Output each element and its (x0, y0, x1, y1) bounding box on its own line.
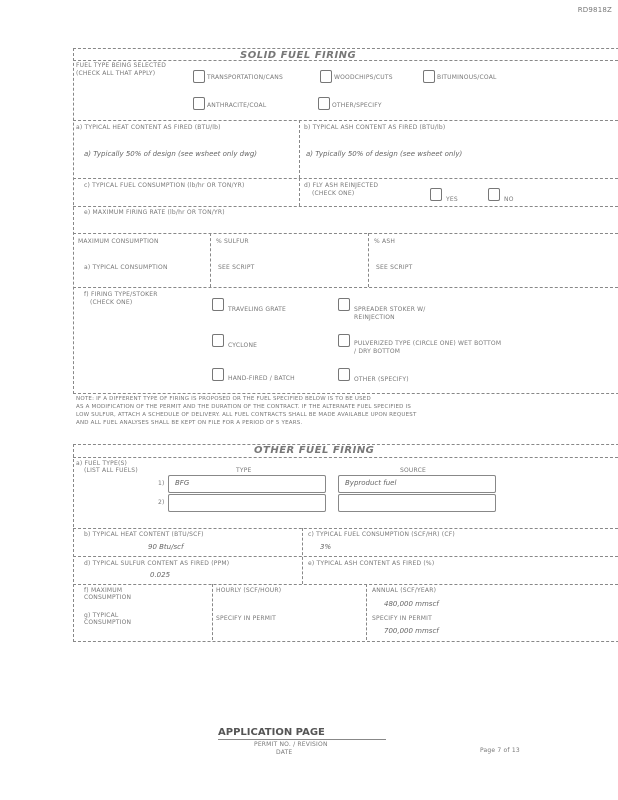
option-transportation: TRANSPORTATION/CANS (207, 74, 283, 81)
note-line-2: AS A MODIFICATION OF THE PERMIT AND THE DURATION OF THE CONTRACT. IF THE ALTERNATE FUEL SPECIFIED IS (76, 404, 412, 410)
hourly-value: SPECIFY IN PERMIT (216, 615, 276, 622)
stoker-sublabel: (CHECK ONE) (90, 299, 133, 306)
form-id: RD9818Z (577, 6, 612, 14)
option-traveling-grate: TRAVELING GRATE (228, 306, 287, 313)
solid-fuel-title: SOLID FUEL FIRING (240, 50, 357, 61)
annual-value-2: 700,000 mmscf (384, 627, 439, 635)
max-consumption-label: MAXIMUM CONSUMPTION (78, 238, 159, 245)
row1-source-field[interactable] (338, 475, 496, 493)
option-cyclone: CYCLONE (228, 342, 258, 349)
row1-number: 1) (158, 480, 165, 487)
checkbox-pulverized[interactable] (338, 334, 350, 347)
option-pulverized: PULVERIZED TYPE (CIRCLE ONE) WET BOTTOM / DRY BOTTOM (354, 340, 502, 355)
sulfur-label: % SULFUR (216, 238, 249, 245)
option-spreader-stoker: SPREADER STOKER W/ REINJECTION (354, 306, 426, 321)
sulfur-content-label: d) TYPICAL SULFUR CONTENT AS FIRED (PPM) (84, 560, 230, 567)
footer-line-1: PERMIT NO. / REVISION (254, 741, 328, 748)
fuel-types-label: a) FUEL TYPE(S) (76, 460, 128, 467)
row1-type-value: BFG (175, 479, 190, 487)
heat-content-value: a) Typically 50% of design (see wsheet only dwg) (84, 150, 258, 158)
sulfur-value: SEE SCRIPT (218, 264, 255, 271)
ash-content-value: a) Typically 50% of design (see wsheet only) (306, 150, 463, 158)
max-cons-value: g) TYPICAL CONSUMPTION (84, 612, 132, 626)
heat-value-label: b) TYPICAL HEAT CONTENT (BTU/SCF) (84, 531, 204, 538)
ash-content2-label: e) TYPICAL ASH CONTENT AS FIRED (%) (308, 560, 435, 567)
checkbox-other-stoker[interactable] (338, 368, 350, 381)
fuel-types-sublabel: (LIST ALL FUELS) (84, 467, 138, 474)
heat-content-label: a) TYPICAL HEAT CONTENT AS FIRED (BTU/lb) (76, 124, 221, 131)
fuel-cons-label: c) TYPICAL FUEL CONSUMPTION (SCF/HR) (CF) (308, 531, 455, 538)
checkbox-fly-ash-no[interactable] (488, 188, 500, 201)
checkbox-bituminous[interactable] (423, 70, 435, 83)
row1-type-field[interactable] (168, 475, 326, 493)
checkbox-spreader-stoker[interactable] (338, 298, 350, 311)
source-header: SOURCE (400, 467, 426, 474)
fly-ash-no-label: NO (504, 196, 514, 203)
stoker-label: f) FIRING TYPE/STOKER (84, 291, 158, 298)
ash-pct-value: SEE SCRIPT (376, 264, 413, 271)
option-hand-fired: HAND-FIRED / BATCH (228, 375, 295, 382)
note-line-3: LOW SULFUR, ATTACH A SCHEDULE OF DELIVERY. ALL FUEL CONTRACTS SHALL BE MADE AVAILABLE UPON REQUEST (76, 412, 417, 418)
max-consumption-value: a) TYPICAL CONSUMPTION (84, 264, 168, 271)
fuel-consumption-label: c) TYPICAL FUEL CONSUMPTION (lb/hr OR TON/YR) (84, 182, 245, 189)
hourly-label: HOURLY (SCF/HOUR) (216, 587, 282, 594)
ash-content-label: b) TYPICAL ASH CONTENT AS FIRED (BTU/lb) (304, 124, 446, 131)
fly-ash-label: d) FLY ASH REINJECTED (304, 182, 379, 189)
checkbox-other[interactable] (318, 97, 330, 110)
row1-source-value: Byproduct fuel (345, 479, 397, 487)
checkbox-fly-ash-yes[interactable] (430, 188, 442, 201)
annual-label: ANNUAL (SCF/YEAR) (372, 587, 437, 594)
checkbox-transportation[interactable] (193, 70, 205, 83)
footer-line-2: DATE (276, 749, 293, 756)
footer-title: APPLICATION PAGE (218, 727, 325, 738)
checkbox-anthracite[interactable] (193, 97, 205, 110)
option-other: OTHER/SPECIFY (332, 102, 382, 109)
row2-number: 2) (158, 499, 165, 506)
checkbox-cyclone[interactable] (212, 334, 224, 347)
page-number: Page 7 of 13 (480, 747, 520, 754)
option-bituminous: BITUMINOUS/COAL (437, 74, 497, 81)
ash-pct-label: % ASH (374, 238, 396, 245)
row2-source-field[interactable] (338, 494, 496, 512)
max-firing-label: e) MAXIMUM FIRING RATE (lb/hr OR TON/YR) (84, 209, 225, 216)
option-anthracite: ANTHRACITE/COAL (207, 102, 267, 109)
fly-ash-yes-label: YES (446, 196, 458, 203)
fly-ash-sublabel: (CHECK ONE) (312, 190, 355, 197)
sulfur-content-value: 0.025 (150, 571, 171, 579)
annual-sub: SPECIFY IN PERMIT (372, 615, 432, 622)
note-line-1: NOTE: IF A DIFFERENT TYPE OF FIRING IS PROPOSED OR THE FUEL SPECIFIED BELOW IS TO BE USED (76, 396, 371, 402)
checkbox-traveling-grate[interactable] (212, 298, 224, 311)
checkbox-woodchips[interactable] (320, 70, 332, 83)
type-header: TYPE (236, 467, 252, 474)
heat-value: 90 Btu/scf (148, 543, 184, 551)
fuel-type-sublabel: (CHECK ALL THAT APPLY) (76, 70, 156, 77)
option-other-stoker: OTHER (SPECIFY) (354, 376, 409, 383)
note-line-4: AND ALL FUEL ANALYSES SHALL BE KEPT ON FILE FOR A PERIOD OF 5 YEARS. (76, 420, 303, 426)
row2-type-field[interactable] (168, 494, 326, 512)
max-cons-label: f) MAXIMUM CONSUMPTION (84, 587, 132, 601)
fuel-type-label: FUEL TYPE BEING SELECTED (76, 62, 167, 69)
annual-value-1: 480,000 mmscf (384, 600, 439, 608)
fuel-cons-value: 3% (320, 543, 332, 551)
checkbox-hand-fired[interactable] (212, 368, 224, 381)
option-woodchips: WOODCHIPS/CUTS (334, 74, 393, 81)
other-fuel-title: OTHER FUEL FIRING (254, 445, 375, 456)
